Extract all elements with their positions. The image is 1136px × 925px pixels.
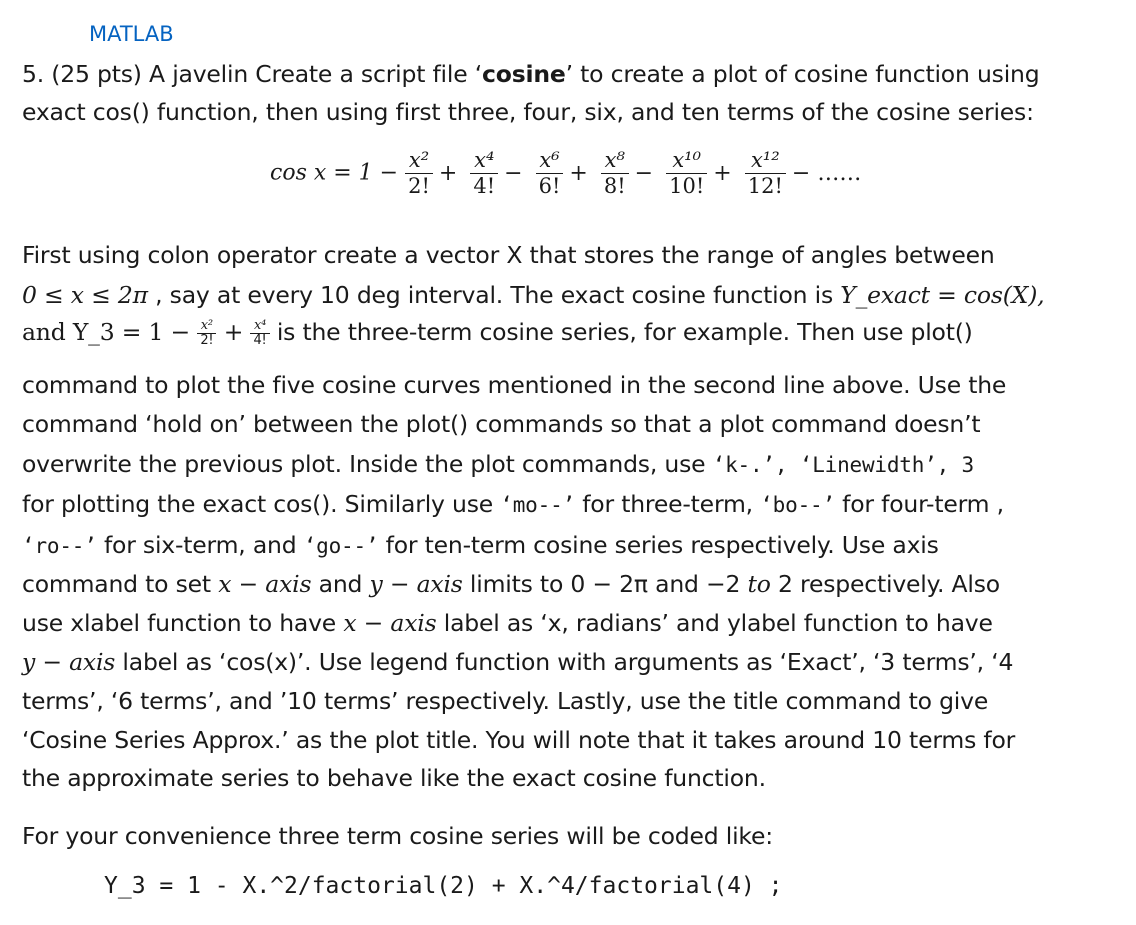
- para-line-14: terms’, ‘6 terms’, and ’10 terms’ respectively. Lastly, use the title command to give: [22, 687, 989, 715]
- term-6: $\frac{\text{x¹²}}{12!}$: [745, 148, 786, 199]
- para-line-13: y − axis label as ‘cos(x)’. Use legend function with arguments as ‘Exact’, ‘3 terms’, ‘4: [22, 648, 1014, 676]
- term-4: $\frac{\text{x⁸}}{8!}$: [601, 148, 629, 199]
- term-3: $\frac{\text{x⁶}}{6!}$: [536, 148, 564, 199]
- para-line-8: overwrite the previous plot. Inside the plot commands, use ‘k-.’, ‘Linewidth’, 3: [22, 450, 974, 478]
- para-line-10: ‘ro--’ for six-term, and ‘go--’ for ten-term cosine series respectively. Use axis: [22, 531, 939, 559]
- problem-line-1: 5. (25 pts) A javelin Create a script file ‘cosine’ to create a plot of cosine function using: [22, 60, 1040, 88]
- para-line-11: command to set x − axis and y − axis limits to 0 − 2π and −2 to 2 respectively. Also: [22, 570, 1000, 598]
- para-line-9: for plotting the exact cos(). Similarly use ‘mo--’ for three-term, ‘bo--’ for four-term ,: [22, 490, 1004, 518]
- term-5: $\frac{\text{x¹⁰}}{10!}$: [666, 148, 707, 199]
- term-2: $\frac{\text{x⁴}}{4!}$: [470, 148, 498, 199]
- matlab-tag: MATLAB: [89, 22, 174, 46]
- para-line-7: command ‘hold on’ between the plot() commands so that a plot command doesn’t: [22, 410, 981, 438]
- para-line-16: the approximate series to behave like the exact cosine function.: [22, 764, 766, 792]
- problem-line-2: exact cos() function, then using first three, four, six, and ten terms of the cosine series:: [22, 98, 1034, 126]
- para-line-6: command to plot the five cosine curves mentioned in the second line above. Use the: [22, 371, 1007, 399]
- para-line-15: ‘Cosine Series Approx.’ as the plot title. You will note that it takes around 10 terms for: [22, 726, 1016, 754]
- para-line-12: use xlabel function to have x − axis label as ‘x, radians’ and ylabel function to have: [22, 609, 993, 637]
- term-1: $\frac{\text{x²}}{2!}$: [405, 148, 433, 199]
- para-line-17: For your convenience three term cosine series will be coded like:: [22, 822, 773, 850]
- script-name: cosine: [482, 60, 566, 88]
- para-line-5: and Y_3 = 1 − $\frac{\text{x²}}{2!}$ + $\frac{\text{x⁴}}{4!}$ is the three-term cosine series, for example. Then use plot(): [22, 318, 973, 348]
- code-example: Y_3 = 1 - X.^2/factorial(2) + X.^4/factorial(4) ;: [104, 873, 783, 899]
- cosine-series-equation: cos x = 1 − $\frac{\text{x²}}{2!}$ + $\frac{\text{x⁴}}{4!}$ − $\frac{\text{x⁶}}{6!}$ + $\frac{\text{x⁸}}{8!}$ − $\frac{\text{x¹⁰}}{10!}$ + $\frac{\text{x¹²}}{12!}$ − ……: [270, 148, 862, 198]
- para-line-4: 0 ≤ x ≤ 2π , say at every 10 deg interval. The exact cosine function is Y_exact = cos(X),: [22, 281, 1045, 309]
- para-line-3: First using colon operator create a vector X that stores the range of angles between: [22, 241, 995, 269]
